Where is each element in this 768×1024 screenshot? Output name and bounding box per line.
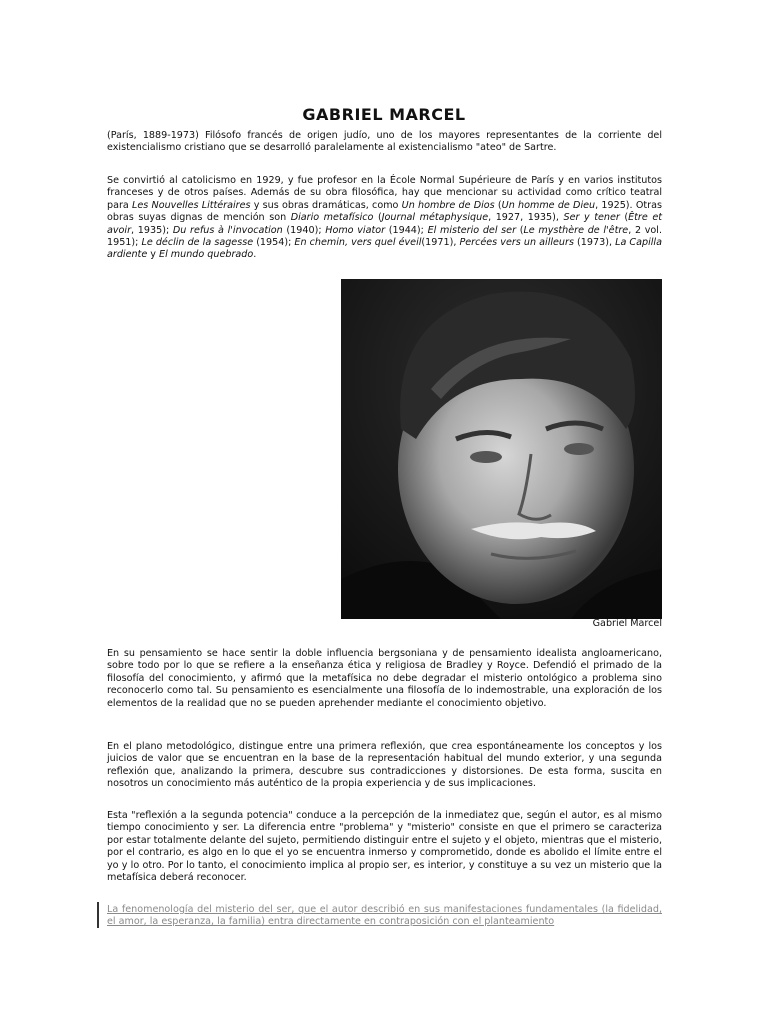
work-title: Ser y tener [563, 212, 620, 224]
bio-paragraph: Se convirtió al catolicismo en 1929, y fue profesor en la École Normal Supérieure de París y en varios institutos franceses y de otros países. Además de su obra filosófica, hay que mencionar su actividad como crítico teatral para Les Nouvelles Littéraires y sus obras dramáticas, como Un hombre de Dios (Un homme de Dieu, 1925). Otras obras suyas dignas de mención son Diario metafísico (Journal métaphysique, 1927, 1935), Ser y tener (Être et avoir, 1935); Du refus à l'invocation (1940); Homo viator (1944); El misterio del ser (Le mysthère de l'être, 2 vol. 1951); Le déclin de la sagesse (1954); En chemin, vers quel éveil(1971), Percées vers un ailleurs (1973), La Capilla ardiente y El mundo quebrado. [107, 175, 662, 261]
work-title: En chemin, vers quel éveil [294, 237, 422, 249]
work-title: Journal métaphysique [381, 212, 489, 224]
portrait-image [341, 279, 662, 619]
work-title: Un hombre de Dios [401, 199, 495, 211]
work-title: Homo viator [325, 224, 386, 236]
work-title: Les Nouvelles Littéraires [132, 199, 251, 211]
photo-caption: Gabriel Marcel [592, 618, 662, 629]
work-title: Le déclin de la sagesse [141, 237, 254, 249]
work-title: Du refus à l'invocation [172, 224, 283, 236]
work-title: Diario metafísico [290, 212, 374, 224]
work-title: Un homme de Dieu [501, 199, 596, 211]
influence-paragraph: En su pensamiento se hace sentir la doble influencia bergsoniana y de pensamiento idealista angloamericano, sobre todo por lo que se refiere a la enseñanza ética y religiosa de Bradley y Royce. Defendió el primado de la filosofía del conocimiento, y afirmó que la metafísica no debe degradar el misterio ontológico a problema sino reconocerlo como tal. Su pensamiento es esencialmente una filosofía de lo indemostrable, una exploración de los elementos de la realidad que no se pueden aprehender mediante el conocimiento objetivo. [107, 648, 662, 709]
intro-paragraph: (París, 1889-1973) Filósofo francés de origen judío, uno de los mayores representantes de la corriente del existencialismo cristiano que se desarrolló paralelamente al existencialismo "ateo" de Sartre. [107, 130, 662, 154]
page-title: GABRIEL MARCEL [302, 104, 466, 124]
text-cursor-bar [97, 902, 99, 928]
work-title: El misterio del ser [427, 224, 517, 236]
method-paragraph: En el plano metodológico, distingue entre una primera reflexión, que crea espontáneamente los conceptos y los juicios de valor que se encuentran en la base de la representación habitual del mundo exterior, y una segunda reflexión que, analizando la primera, descubre sus contradicciones y distorsiones. De esta forma, suscita en nosotros un conocimiento más auténtico de la propia experiencia y de sus implicaciones. [107, 741, 662, 790]
phenomenology-link[interactable]: La fenomenología del misterio del ser, que el autor describió en sus manifestaciones fundamentales (la fidelidad, el amor, la esperanza, la familia) entra directamente en contraposición con el planteamiento [107, 904, 662, 928]
work-title: La Capilla ardiente [107, 237, 662, 261]
work-title: Percées vers un ailleurs [459, 237, 574, 249]
work-title: El mundo quebrado [159, 249, 254, 261]
reflection-paragraph: Esta "reflexión a la segunda potencia" conduce a la percepción de la inmediatez que, según el autor, es al mismo tiempo conocimiento y ser. La diferencia entre "problema" y "misterio" consiste en que el primero se caracteriza por estar totalmente delante del sujeto, permitiendo distinguir entre el sujeto y el objeto, mientras que el misterio, por el contrario, es algo en lo que el yo se encuentra inmerso y comprometido, donde es abolido el límite entre el yo y lo otro. Por lo tanto, el conocimiento implica al propio ser, es interior, y constituye a su vez un misterio que la metafísica deberá reconocer. [107, 810, 662, 884]
portrait-photo [341, 279, 662, 619]
work-title: Être et avoir [107, 212, 662, 236]
work-title: Le mysthère de l'être [523, 224, 629, 236]
